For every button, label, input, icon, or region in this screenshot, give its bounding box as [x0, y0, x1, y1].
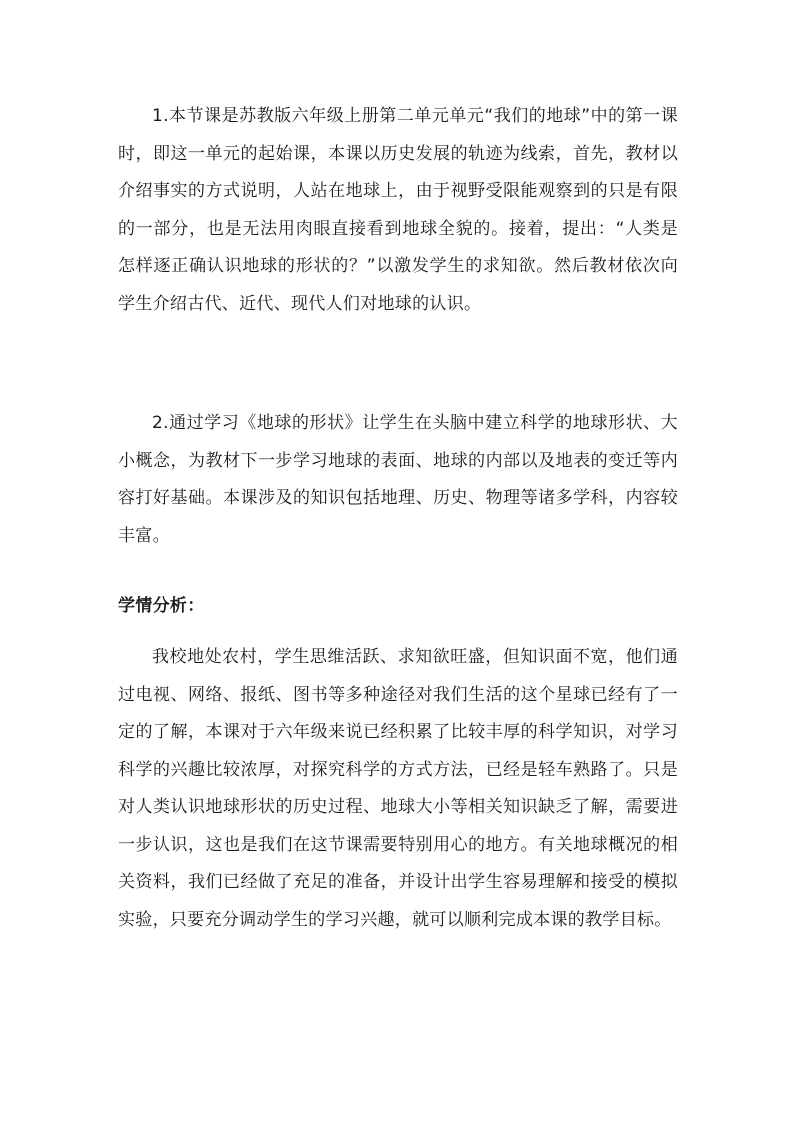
paragraph-lesson-purpose: 2.通过学习《地球的形状》让学生在头脑中建立科学的地球形状、大小概念，为教材下一步学习地球的表面、地球的内部以及地表的变迁等内容打好基础。本课涉及的知识包括地理、历史、物理等诸多学科，内容较丰富。	[118, 413, 678, 546]
section-heading-student-analysis: 学情分析：	[118, 596, 205, 616]
paragraph-lesson-overview: 1.本节课是苏教版六年级上册第二单元单元“我们的地球”中的第一课时，即这一单元的起始课，本课以历史发展的轨迹为线索，首先，教材以介绍事实的方式说明，人站在地球上，由于视野受限能观察到的只是有限的一部分，也是无法用肉眼直接看到地球全貌的。接着，提出：“人类是怎样逐正确认识地球的形状的？”以激发学生的求知欲。然后教材依次向学生介绍古代、近代、现代人们对地球的认识。	[118, 106, 678, 314]
paragraph-student-analysis: 我校地处农村，学生思维活跃、求知欲旺盛，但知识面不宽，他们通过电视、网络、报纸、图书等多种途径对我们生活的这个星球已经有了一定的了解，本课对于六年级来说已经积累了比较丰厚的科学知识，对学习科学的兴趣比较浓厚，对探究科学的方式方法，已经是轻车熟路了。只是对人类认识地球形状的历史过程、地球大小等相关知识缺乏了解，需要进一步认识，这也是我们在这节课需要特别用心的地方。有关地球概况的相关资料，我们已经做了充足的准备，并设计出学生容易理解和接受的模拟实验，只要充分调动学生的学习兴趣，就可以顺利完成本课的教学目标。	[118, 647, 678, 930]
